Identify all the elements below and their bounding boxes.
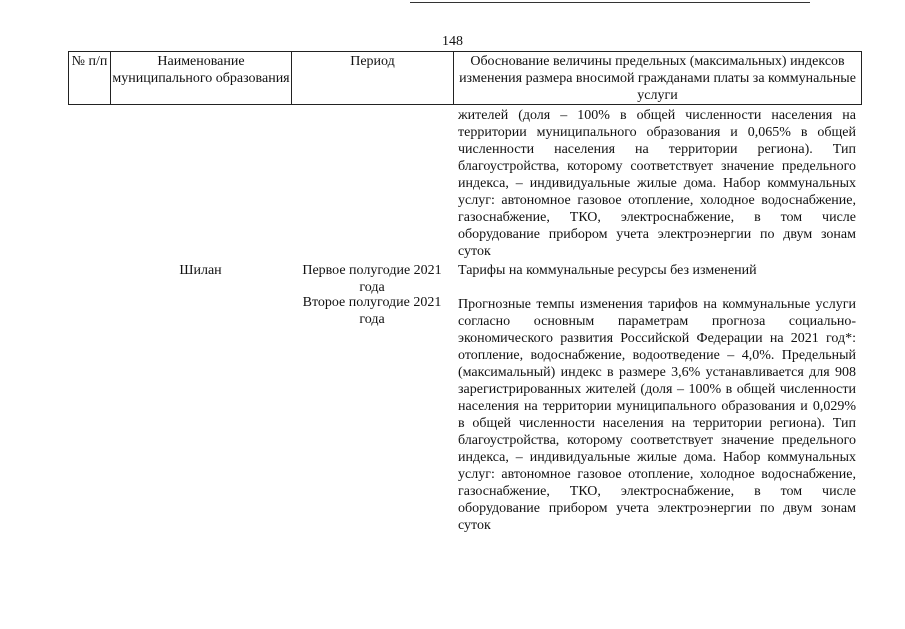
top-rule	[410, 0, 810, 3]
justification-continuation: жителей (доля – 100% в общей численности населения на территории муниципального образования и 0,065% в общей численности населения на территории региона). Тип благоустройства, которому соответствует значение предельного индекса, – индивидуальные жилые дома. Набор коммунальных услуг: автономное газовое отопление, холодное водоснабжение, газоснабжение, ТКО, электроснабжение, в том числе оборудование прибором учета электроэнергии по двум зонам суток	[458, 108, 856, 259]
tariff-table	[68, 51, 862, 534]
period-second-half: Второе полугодие 2021 года	[302, 295, 442, 327]
table-row	[68, 296, 862, 534]
justification-second-half: Прогнозные темпы изменения тарифов на коммунальные услуги согласно основным параметрам прогноза социально-экономического развития Российской Федерации на 2021 год*: отопление, водоснабжение, водоотведение – 4,0%. Предельный (максимальный) индекс в размере 3,6% устанавливается для 908 зарегистрированных жителей (доля – 100% в общей численности населения на территории муниципального образования и 0,029% в общей численности населения на территории региона). Тип благоустройства, которому соответствует значение предельного индекса, – индивидуальные жилые дома. Набор коммунальных услуг: автономное газовое отопление, холодное водоснабжение, газоснабжение, ТКО, электроснабжение, в том числе оборудование прибором учета электроэнергии по двум зонам суток	[458, 297, 856, 533]
table-row-continuation	[68, 107, 862, 260]
table-header	[68, 51, 862, 105]
header-num: № п/п	[69, 52, 111, 104]
municipality-name: Шилан	[179, 263, 222, 278]
period-first-half: Первое полугодие 2021 года	[302, 263, 442, 295]
justification-first-half: Тарифы на коммунальные ресурсы без изменений	[458, 263, 757, 278]
page-number: 148	[442, 34, 463, 49]
header-justification: Обоснование величины предельных (максимальных) индексов изменения размера вносимой гражданами платы за коммунальные услуги	[459, 54, 856, 103]
header-period: Период	[292, 52, 454, 104]
table-row	[68, 262, 862, 296]
header-name: Наименование муниципального образования	[111, 52, 292, 104]
